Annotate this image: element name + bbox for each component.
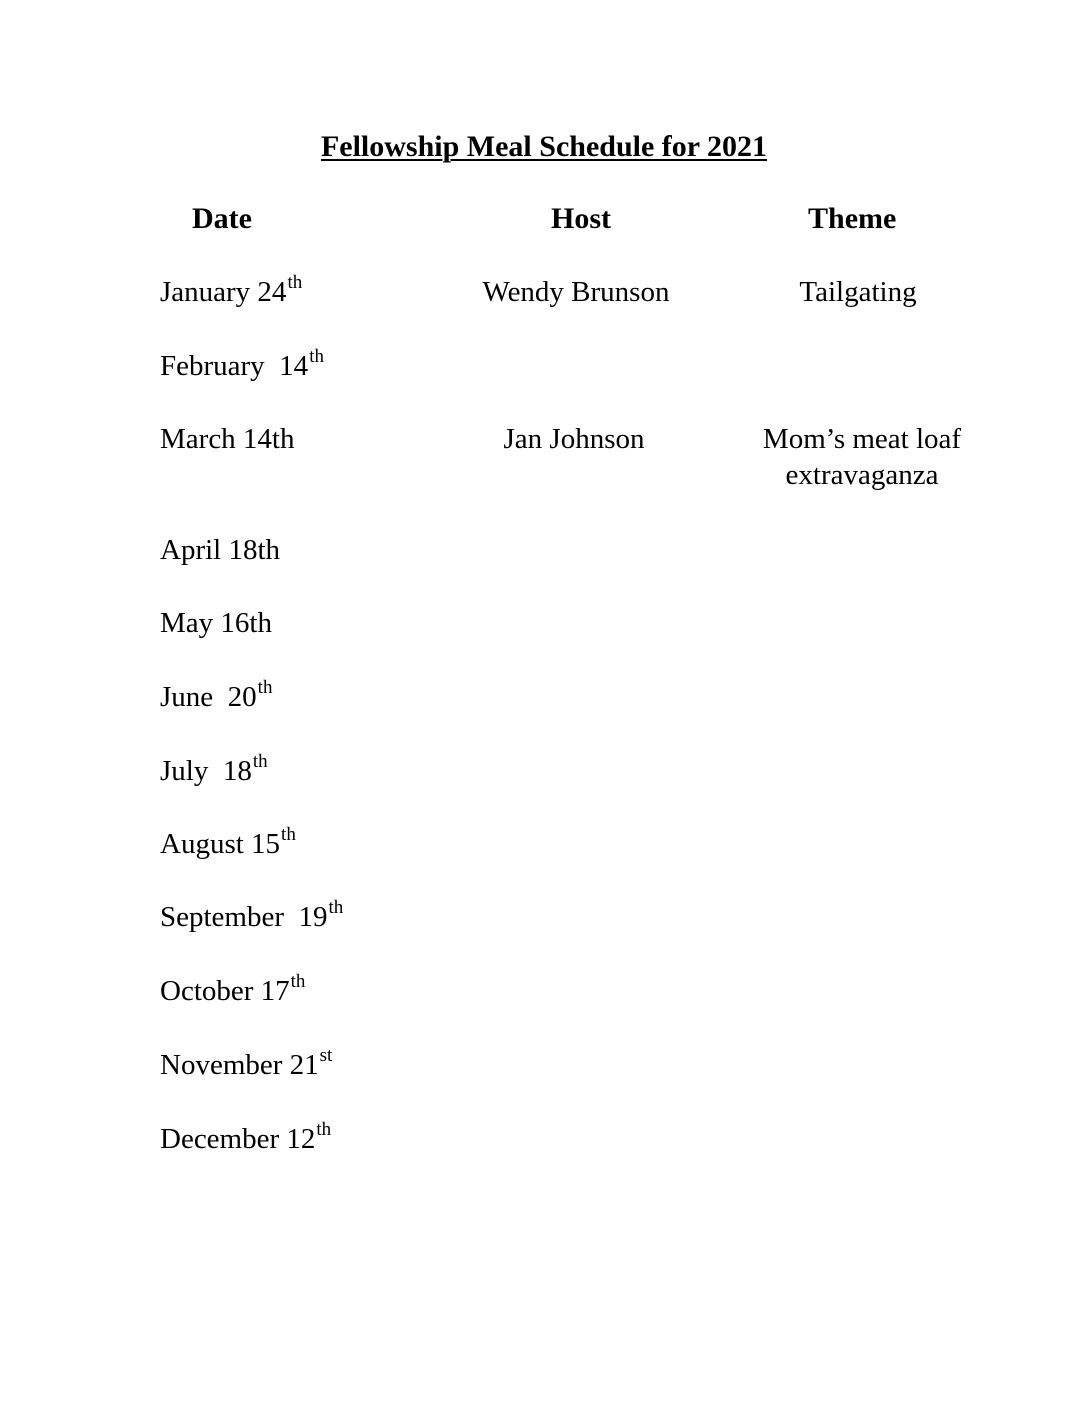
date-suffix: th bbox=[316, 1119, 332, 1140]
row-date: May 16th bbox=[160, 607, 272, 639]
row-date: January 24th bbox=[160, 272, 303, 308]
row-date: December 12th bbox=[160, 1119, 332, 1155]
row-host: Wendy Brunson bbox=[482, 276, 670, 308]
row-date: October 17th bbox=[160, 971, 306, 1007]
date-suffix: th bbox=[281, 824, 296, 845]
page-title: Fellowship Meal Schedule for 2021 bbox=[320, 130, 768, 163]
row-date: February 14th bbox=[160, 346, 324, 382]
row-date: September 19th bbox=[160, 897, 344, 933]
row-date: August 15th bbox=[160, 824, 296, 860]
date-suffix: th bbox=[290, 971, 306, 992]
row-date: July 18th bbox=[160, 751, 268, 787]
row-theme: Tailgating bbox=[799, 276, 917, 308]
row-date: April 18th bbox=[160, 534, 281, 566]
column-header-date: Date bbox=[192, 202, 252, 235]
row-date: November 21st bbox=[160, 1045, 333, 1081]
row-host: Jan Johnson bbox=[503, 423, 645, 455]
date-suffix: th bbox=[252, 751, 268, 772]
date-suffix: th bbox=[287, 272, 303, 293]
row-date: June 20th bbox=[160, 677, 273, 713]
row-date: March 14th bbox=[160, 423, 295, 455]
date-suffix: th bbox=[328, 897, 344, 918]
column-header-theme: Theme bbox=[808, 202, 897, 235]
date-suffix: st bbox=[319, 1045, 333, 1066]
date-suffix: th bbox=[309, 346, 324, 367]
row-theme: Mom’s meat loaf extravaganza bbox=[762, 423, 962, 491]
date-suffix: th bbox=[257, 677, 273, 698]
column-header-host: Host bbox=[551, 202, 611, 235]
